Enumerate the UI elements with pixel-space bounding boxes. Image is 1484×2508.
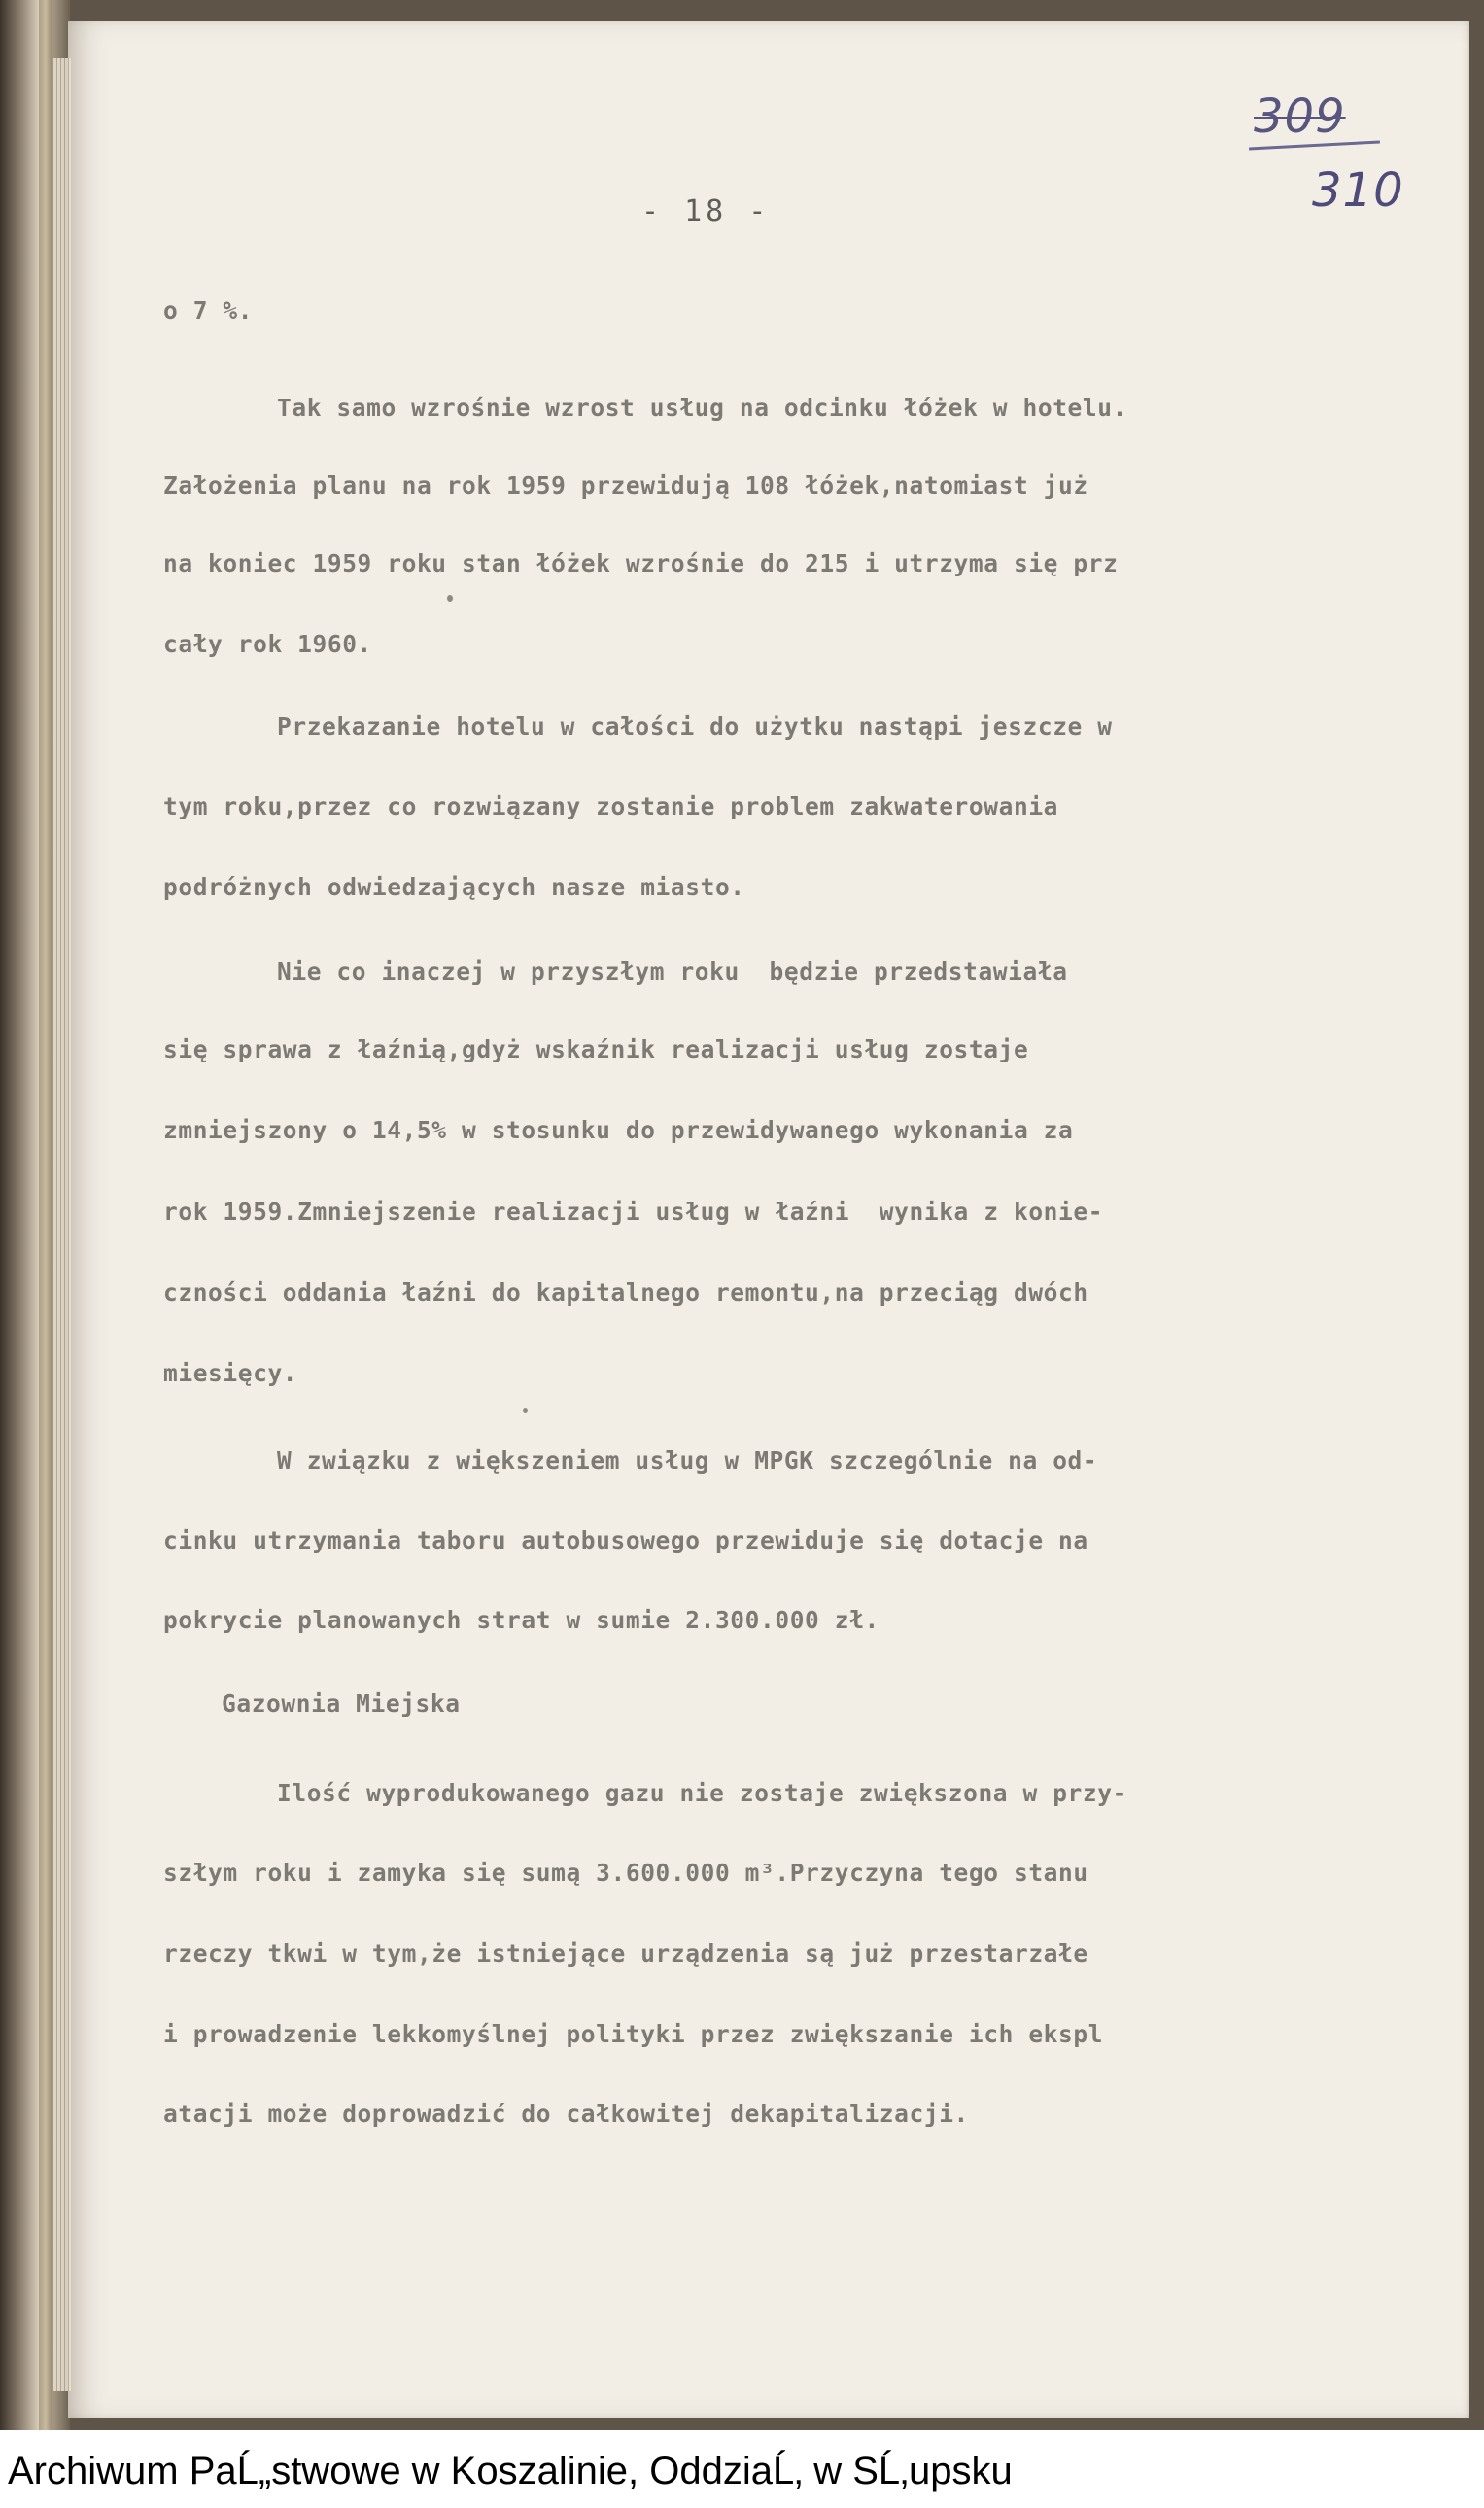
text-line: pokrycie planowanych strat w sumie 2.300.000 zł. (163, 1606, 880, 1634)
text-line: o 7 %. (163, 296, 254, 325)
text-line: Ilość wyprodukowanego gazu nie zostaje zwiększona w przy- (277, 1779, 1127, 1807)
text-line: zmniejszony o 14,5% w stosunku do przewidywanego wykonania za (163, 1116, 1074, 1144)
text-line: cały rok 1960. (163, 630, 372, 658)
text-line: na koniec 1959 roku stan łóżek wzrośnie do 215 i utrzyma się prz (163, 549, 1119, 577)
folio-crossed: 309 (1254, 89, 1346, 144)
text-line: rok 1959.Zmniejszenie realizacji usług w łaźni wynika z konie- (163, 1198, 1104, 1226)
text-line: cinku utrzymania taboru autobusowego przewiduje się dotacje na (163, 1526, 1088, 1554)
text-line: miesięcy. (163, 1359, 298, 1387)
section-heading: Gazownia Miejska (222, 1689, 461, 1718)
text-line: Tak samo wzrośnie wzrost usług na odcinku łóżek w hotelu. (277, 394, 1127, 422)
page-edges (53, 58, 71, 2391)
text-line: szłym roku i zamyka się sumą 3.600.000 m³.Przyczyna tego stanu (163, 1859, 1088, 1887)
ink-spot (523, 1408, 528, 1413)
text-line: Założenia planu na rok 1959 przewidują 108 łóżek,natomiast już (163, 471, 1088, 500)
folio-current: 310 (1312, 163, 1404, 218)
ink-spot (447, 595, 453, 602)
archive-attribution: Archiwum PaĹ„stwowe w Koszalinie, OddziaĹ‚ w SĹ‚upsku (8, 2450, 1013, 2492)
text-line: tym roku,przez co rozwiązany zostanie problem zakwaterowania (163, 792, 1059, 820)
text-line: rzeczy tkwi w tym,że istniejące urządzenia są już przestarzałe (163, 1939, 1088, 1968)
text-line: czności oddania łaźni do kapitalnego remontu,na przeciąg dwóch (163, 1278, 1088, 1306)
text-line: Przekazanie hotelu w całości do użytku nastąpi jeszcze w (277, 713, 1113, 741)
text-line: W związku z większeniem usług w MPGK szczególnie na od- (277, 1446, 1098, 1475)
text-line: i prowadzenie lekkomyślnej polityki przez zwiększanie ich ekspl (163, 2020, 1104, 2048)
page-number: - 18 - (641, 194, 771, 228)
text-line: Nie co inaczej w przyszłym roku będzie przedstawiała (277, 958, 1068, 986)
text-line: się sprawa z łaźnią,gdyż wskaźnik realizacji usług zostaje (163, 1035, 1029, 1063)
text-line: podróżnych odwiedzających nasze miasto. (163, 873, 745, 901)
archive-footer (0, 2430, 1484, 2508)
binding-ribbon (39, 0, 52, 2430)
text-line: atacji może doprowadzić do całkowitej dekapitalizacji. (163, 2100, 969, 2128)
